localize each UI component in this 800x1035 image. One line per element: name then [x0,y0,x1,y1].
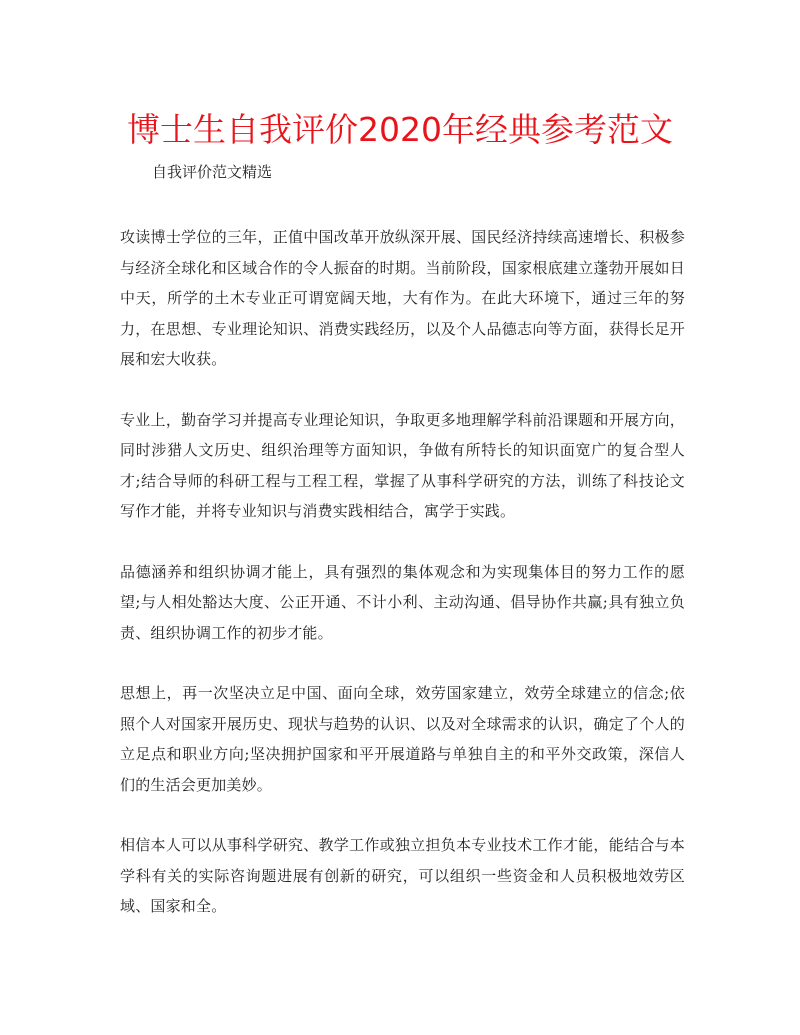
document-subtitle: 自我评价范文精选 [152,163,273,181]
paragraph: 攻读博士学位的三年，正值中国改革开放纵深开展、国民经济持续高速增长、积极参与经济全球化和区域合作的令人振奋的时期。当前阶段，国家根底建立蓬勃开展如日中天，所学的土木专业正可谓宽阔天地，大有作为。在此大环境下，通过三年的努力，在思想、专业理论知识、消费实践经历，以及个人品德志向等方面，获得长足开展和宏大收获。 [120,228,685,368]
paragraph: 思想上，再一次坚决立足中国、面向全球，效劳国家建立，效劳全球建立的信念;依照个人对国家开展历史、现状与趋势的认识、以及对全球需求的认识，确定了个人的立足点和职业方向;坚决拥护国家和平开展道路与单独自主的和平外交政策，深信人们的生活会更加美妙。 [120,684,685,794]
paragraph: 品德涵养和组织协调才能上，具有强烈的集体观念和为实现集体目的努力工作的愿望;与人相处豁达大度、公正开通、不计小利、主动沟通、倡导协作共赢;具有独立负责、组织协调工作的初步才能。 [120,562,685,642]
document-title: 博士生自我评价2020年经典参考范文 [127,110,673,149]
paragraph: 专业上，勤奋学习并提高专业理论知识，争取更多地理解学科前沿课题和开展方向，同时涉猎人文历史、组织治理等方面知识，争做有所特长的知识面宽广的复合型人才;结合导师的科研工程与工程工程，掌握了从事科学研究的方法，训练了科技论文写作才能，并将专业知识与消费实践相结合，寓学于实践。 [120,410,685,520]
document-body [120,222,685,952]
paragraph: 相信本人可以从事科学研究、教学工作或独立担负本专业技术工作才能，能结合与本学科有关的实际咨询题进展有创新的研究，可以组织一些资金和人员积极地效劳区域、国家和全。 [120,836,685,915]
